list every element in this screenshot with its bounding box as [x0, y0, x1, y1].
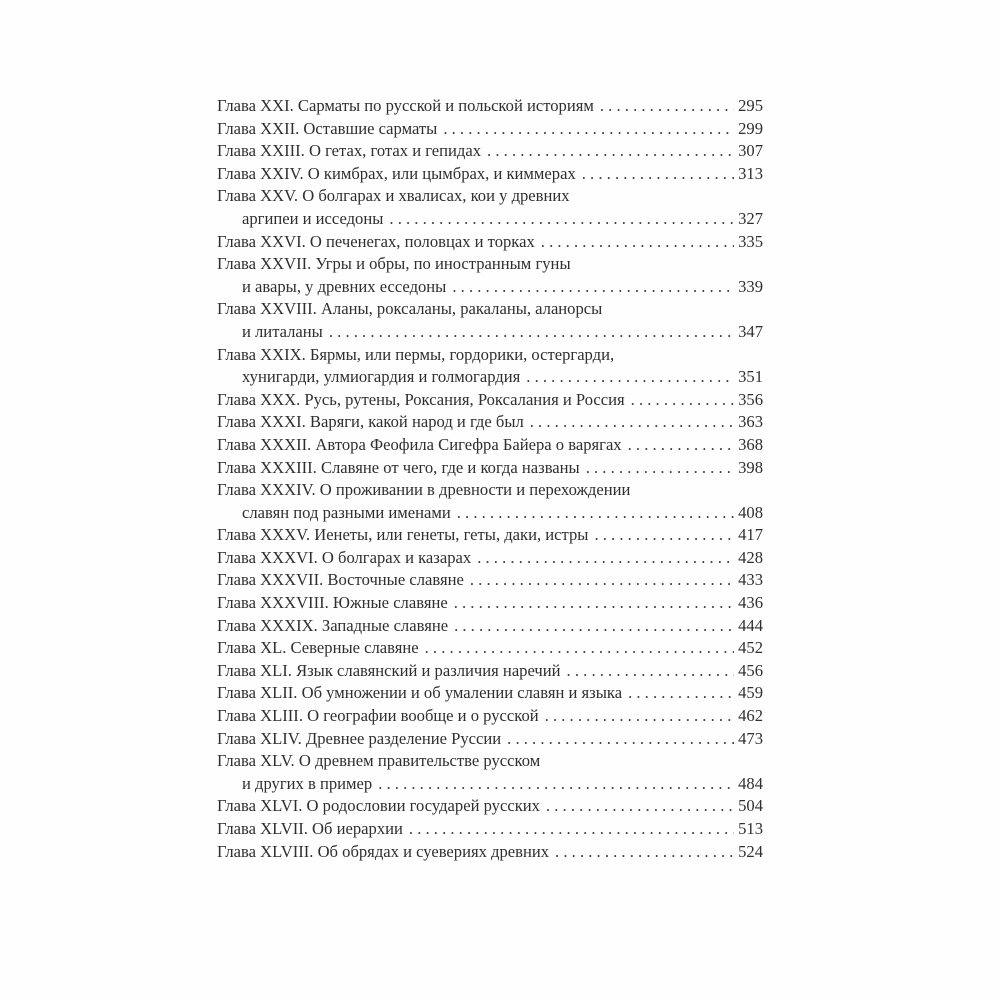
toc-page-number: 417 — [738, 525, 763, 545]
dot-leader — [628, 682, 734, 705]
dot-leader — [600, 95, 734, 118]
toc-page-number: 347 — [738, 321, 763, 341]
dot-leader — [389, 208, 734, 231]
toc-entry-text: Глава XXXI. Варяги, какой народ и где был — [217, 412, 524, 432]
toc-page-number: 398 — [738, 457, 763, 477]
toc-entry-title-line — [217, 479, 763, 502]
toc-page-number: 351 — [738, 367, 763, 387]
dot-leader — [530, 411, 734, 434]
toc-page-number: 295 — [738, 96, 763, 115]
toc-entry — [217, 592, 763, 615]
toc-entry-title-line — [217, 547, 763, 570]
dot-leader — [594, 524, 734, 547]
toc-entry-title-line — [217, 298, 763, 321]
toc-page-number: 444 — [738, 615, 763, 635]
toc-entry — [217, 231, 763, 254]
toc-entry — [217, 298, 763, 343]
toc-entry-title-line — [217, 95, 763, 118]
toc-page-number: 368 — [738, 434, 763, 454]
toc-entry — [217, 705, 763, 728]
toc-entry — [217, 615, 763, 638]
toc-entry-text: Глава XXVIII. Аланы, роксаланы, ракаланы, аланорсы — [217, 299, 603, 319]
toc-entry — [217, 344, 763, 389]
toc-entry — [217, 637, 763, 660]
toc-page-number: 513 — [738, 819, 763, 838]
toc-entry — [217, 479, 763, 524]
toc-entry-text: Глава XLV. О древнем правительстве русском — [217, 751, 541, 771]
toc-entry-title-line — [217, 118, 763, 141]
toc-entry-text: Глава XXXVIII. Южные славяне — [217, 593, 448, 613]
toc-entry-text: Глава XXVI. О печенегах, половцах и торках — [217, 231, 535, 251]
toc-entry-title-line — [217, 818, 763, 841]
toc-entry — [217, 411, 763, 434]
toc-entry — [217, 95, 763, 118]
dot-leader — [425, 637, 734, 660]
toc-entry-text: Глава XL. Северные славяне — [217, 638, 419, 658]
toc-entry-text: Глава XLI. Язык славянский и различия наречий — [217, 660, 561, 680]
toc-entry-title-line — [217, 592, 763, 615]
toc-page-number: 339 — [738, 276, 763, 296]
dot-leader — [477, 547, 734, 570]
toc-entry-title-line — [217, 705, 763, 728]
toc-entry — [217, 795, 763, 818]
toc-entry-title-line — [217, 253, 763, 276]
toc-entry-title-line — [217, 344, 763, 367]
toc-entry — [217, 728, 763, 751]
toc-entry-text: Глава XXXIII. Славяне от чего, где и когда названы — [217, 457, 580, 477]
dot-leader — [526, 366, 734, 389]
dot-leader — [470, 569, 734, 592]
table-of-contents — [217, 95, 763, 863]
dot-leader — [457, 502, 734, 525]
toc-page-number: 299 — [738, 118, 763, 138]
toc-entry-title-line — [217, 728, 763, 751]
toc-entry-title-line — [217, 524, 763, 547]
toc-page-number: 473 — [738, 728, 763, 748]
toc-entry — [217, 118, 763, 141]
dot-leader — [409, 818, 734, 841]
toc-entry-text: Глава XXX. Русь, рутены, Роксания, Роксалания и Россия — [217, 389, 625, 409]
dot-leader — [378, 773, 734, 796]
toc-entry-text: Глава XXI. Сарматы по русской и польской историям — [217, 96, 594, 115]
toc-entry-text: Глава XXIII. О гетах, готах и гепидах — [217, 141, 482, 161]
toc-entry-title-line — [217, 185, 763, 208]
toc-entry-text: Глава XLVIII. Об обрядах и суевериях древних — [217, 841, 550, 861]
toc-entry-title-line — [217, 615, 763, 638]
toc-entry-title-line — [217, 660, 763, 683]
toc-entry — [217, 524, 763, 547]
toc-entry-continuation-line — [217, 773, 763, 796]
toc-entry — [217, 457, 763, 480]
toc-entry-continuation-line — [217, 321, 763, 344]
toc-page-number: 452 — [738, 638, 763, 658]
toc-entry-title-line — [217, 411, 763, 434]
toc-entry-text: Глава XXV. О болгарах и хвалисах, кои у древних — [217, 186, 570, 206]
toc-page-number: 484 — [738, 773, 763, 793]
toc-entry-continuation-line — [217, 366, 763, 389]
toc-entry-continuation-line — [217, 208, 763, 231]
toc-entry — [217, 682, 763, 705]
dot-leader — [546, 795, 734, 818]
toc-entry-text: Глава XLII. Об умножении и об умалении славян и языка — [217, 683, 623, 703]
toc-entry — [217, 841, 763, 864]
toc-entry-text: Глава XLIII. О географии вообще и о русской — [217, 706, 539, 726]
toc-page-number: 456 — [738, 660, 763, 680]
toc-entry-text: и авары, у древних есседоны — [242, 276, 447, 296]
toc-entry — [217, 547, 763, 570]
toc-entry — [217, 434, 763, 457]
dot-leader — [454, 592, 734, 615]
toc-page-number: 462 — [738, 706, 763, 726]
toc-entry-text: Глава XLIV. Древнее разделение Руссии — [217, 728, 502, 748]
toc-entry-text: Глава XXXII. Автора Феофила Сигефра Байера о варягах — [217, 434, 622, 454]
toc-entry-title-line — [217, 231, 763, 254]
toc-entry-text: Глава XXIX. Бярмы, или пермы, гордорики, остергарди, — [217, 344, 615, 364]
dot-leader — [454, 615, 734, 638]
toc-entry-text: Глава XXIV. О кимбрах, или цымбрах, и киммерах — [217, 163, 576, 183]
toc-page-number: 327 — [738, 208, 763, 228]
toc-page-number: 433 — [738, 570, 763, 590]
dot-leader — [555, 841, 734, 864]
toc-entry-text: Глава XXII. Оставшие сарматы — [217, 118, 438, 138]
toc-page-number: 524 — [738, 841, 763, 861]
dot-leader — [631, 389, 734, 412]
dot-leader — [545, 705, 734, 728]
toc-entry-text: Глава XXXIX. Западные славяне — [217, 615, 449, 635]
toc-entry — [217, 660, 763, 683]
toc-entry — [217, 140, 763, 163]
toc-page-number: 408 — [738, 502, 763, 522]
toc-entry-title-line — [217, 389, 763, 412]
toc-entry — [217, 750, 763, 795]
toc-entry-title-line — [217, 434, 763, 457]
dot-leader — [443, 118, 734, 141]
toc-page-number: 307 — [738, 141, 763, 161]
dot-leader — [507, 728, 734, 751]
toc-page-number: 356 — [738, 389, 763, 409]
toc-page-number: 436 — [738, 593, 763, 613]
toc-entry-title-line — [217, 637, 763, 660]
toc-page-number: 313 — [738, 163, 763, 183]
toc-entry-text: Глава XXXIV. О проживании в древности и перехождении — [217, 480, 631, 500]
toc-entry-title-line — [217, 163, 763, 186]
toc-entry-text: аргипеи и исседоны — [242, 208, 384, 228]
toc-page-number: 504 — [738, 796, 763, 816]
toc-entry-text: и других в пример — [242, 773, 373, 793]
toc-entry-text: Глава XLVI. О родословии государей русских — [217, 796, 540, 816]
toc-entry-text: Глава XXXVI. О болгарах и казарах — [217, 547, 472, 567]
toc-entry-continuation-line — [217, 502, 763, 525]
toc-entry-title-line — [217, 140, 763, 163]
toc-entry-text: славян под разными именами — [242, 502, 451, 522]
toc-entry — [217, 389, 763, 412]
toc-entry-title-line — [217, 457, 763, 480]
dot-leader — [329, 321, 734, 344]
toc-entry-title-line — [217, 569, 763, 592]
dot-leader — [541, 231, 734, 254]
toc-entry-text: хунигарди, улмиогардия и голмогардия — [242, 367, 521, 387]
toc-entry-title-line — [217, 841, 763, 864]
toc-page-number: 459 — [738, 683, 763, 703]
toc-entry-title-line — [217, 682, 763, 705]
toc-entry-text: и литаланы — [242, 321, 323, 341]
toc-entry — [217, 569, 763, 592]
toc-entry-text: Глава XXVII. Угры и обры, по иностранным гуны — [217, 254, 571, 274]
toc-page-number: 363 — [738, 412, 763, 432]
toc-page-number: 428 — [738, 547, 763, 567]
toc-entry-title-line — [217, 795, 763, 818]
toc-entry — [217, 163, 763, 186]
toc-entry — [217, 253, 763, 298]
toc-entry-continuation-line — [217, 276, 763, 299]
toc-entry-text: Глава XXXVII. Восточные славяне — [217, 570, 464, 590]
toc-entry-title-line — [217, 750, 763, 773]
dot-leader — [452, 276, 734, 299]
toc-entry-text: Глава XXXV. Иенеты, или генеты, геты, даки, истры — [217, 525, 589, 545]
toc-entry — [217, 818, 763, 841]
toc-entry-text: Глава XLVII. Об иерархии — [217, 819, 403, 838]
dot-leader — [567, 660, 735, 683]
dot-leader — [628, 434, 735, 457]
dot-leader — [582, 163, 734, 186]
dot-leader — [586, 457, 734, 480]
toc-entry — [217, 185, 763, 230]
toc-page-number: 335 — [738, 231, 763, 251]
dot-leader — [487, 140, 734, 163]
